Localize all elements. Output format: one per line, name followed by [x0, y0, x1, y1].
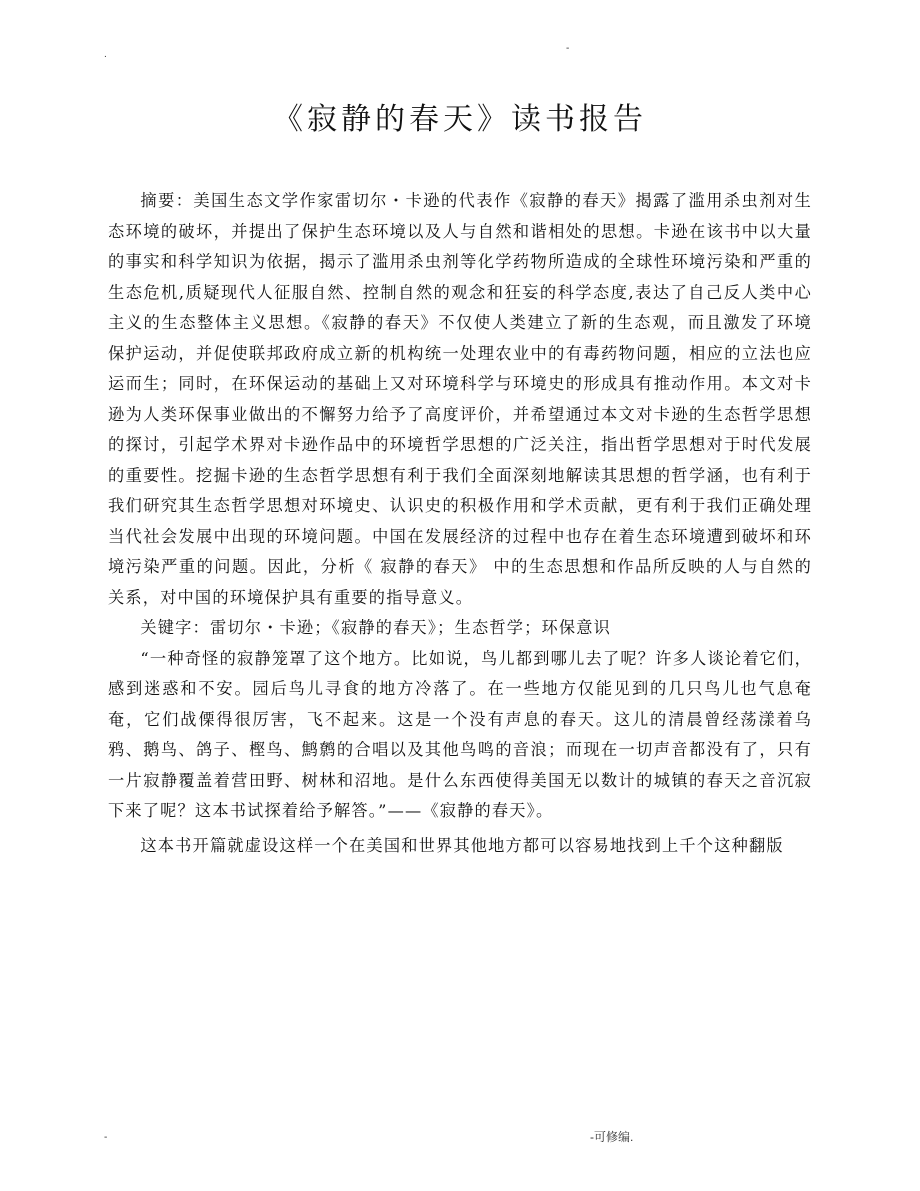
footer-note: -可修编. — [590, 1130, 634, 1144]
document-body — [108, 186, 812, 861]
keywords-line: 关键字：雷切尔・卡逊；《寂静的春天》；生态哲学；环保意识 — [140, 618, 612, 637]
header-dot-mark: . — [104, 49, 107, 60]
footer-dash-mark: - — [104, 1132, 108, 1143]
body-paragraph: 这本书开篇就虚设这样一个在美国和世界其他地方都可以容易地找到上千个这种翻版 — [140, 835, 784, 855]
abstract-paragraph: 摘要：美国生态文学作家雷切尔・卡逊的代表作《寂静的春天》揭露了滥用杀虫剂对生态环境的破坏，并提出了保护生态环境以及人与自然和谐相处的思想。卡逊在该书中以大量的事实和科学知识为依据，揭示了滥用杀虫剂等化学药物所造成的全球性环境污染和严重的生态危机,质疑现代人征服自然、控制自然的观念和狂妄的科学态度,表达了自己反人类中心主义的生态整体主义思想。《寂静的春天》不仅使人类建立了新的生态观，而且激发了环境保护运动，并促使联邦政府成立新的机构统一处理农业中的有毒药物问题，相应的立法也应运而生；同时，在环保运动的基础上又对环境科学与环境史的形成具有推动作用。本文对卡逊为人类环保事业做出的不懈努力给予了高度评价，并希望通过本文对卡逊的生态哲学思想的探讨，引起学术界对卡逊作品中的环境哲学思想的广泛关注，指出哲学思想对于时代发展的重要性。挖掘卡逊的生态哲学思想有利于我们全面深刻地解读其思想的哲学涵，也有利于我们研究其生态哲学思想对环境史、认识史的积极作用和学术贡献，更有利于我们正确处理当代社会发展中出现的环境问题。中国在发展经济的过程中也存在着生态环境遭到破坏和环境污染严重的问题。因此，分析《 寂静的春天》 中的生态思想和作品所反映的人与自然的关系，对中国的环境保护具有重要的指导意义。 — [108, 191, 812, 607]
header-dash-mark: - — [566, 43, 570, 54]
document-title: 《寂静的春天》读书报告 — [273, 102, 647, 138]
quote-paragraph: “一种奇怪的寂静笼罩了这个地方。比如说，鸟儿都到哪儿去了呢？许多人谈论着它们，感到迷惑和不安。园后鸟儿寻食的地方冷落了。在一些地方仅能见到的几只鸟儿也气息奄奄，它们战傈得很厉害，飞不起来。这是一个没有声息的春天。这儿的清晨曾经荡漾着乌鸦、鹅鸟、鸽子、樫鸟、鹪鹩的合唱以及其他鸟鸣的音浪；而现在一切声音都没有了，只有一片寂静覆盖着营田野、树林和沼地。是什么东西使得美国无以数计的城镇的春天之音沉寂下来了呢？这本书试探着给予解答。”——《寂静的春天》。 — [108, 648, 812, 820]
